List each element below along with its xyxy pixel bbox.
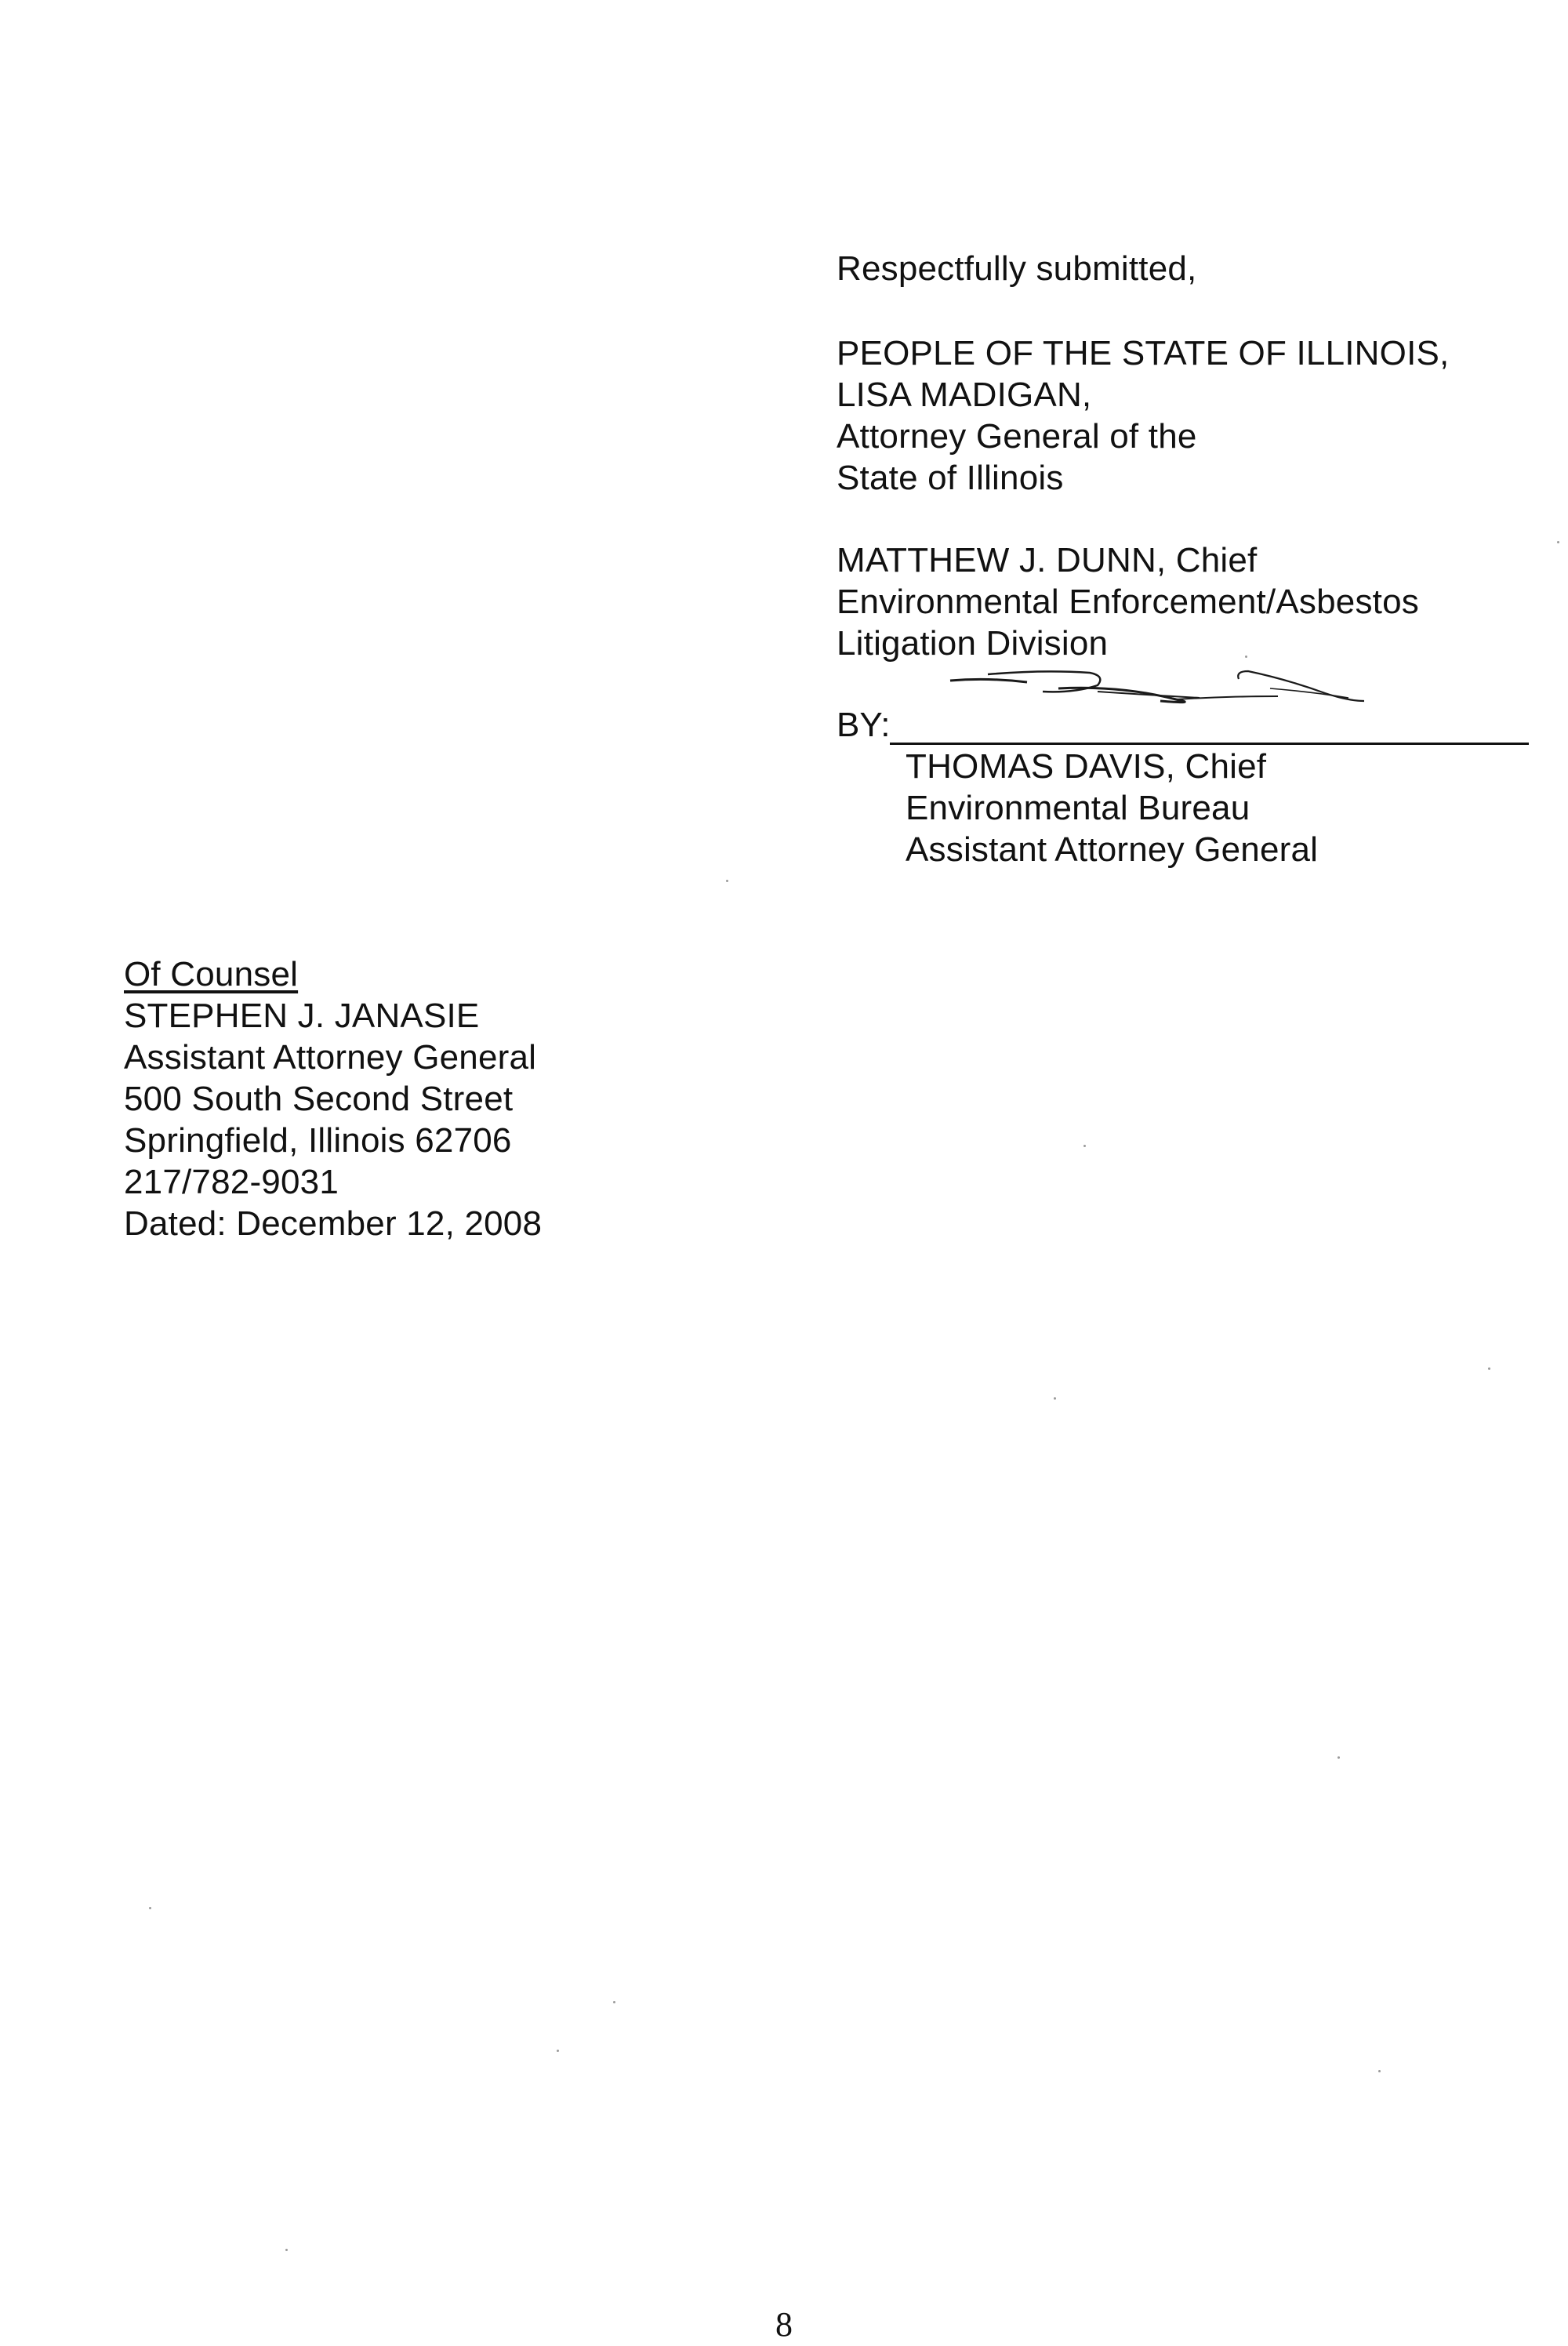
chief-line: Litigation Division [837, 624, 1109, 663]
signer-line: THOMAS DAVIS, Chief [906, 747, 1267, 786]
respectfully-submitted: Respectfully submitted, [837, 249, 1197, 288]
scan-speck [613, 2001, 615, 2003]
party-line: LISA MADIGAN, [837, 376, 1092, 414]
signature-line [837, 704, 1482, 751]
scan-speck [149, 1907, 151, 1909]
scan-speck [1378, 2070, 1381, 2072]
dated-line: Dated: December 12, 2008 [124, 1204, 543, 1243]
counsel-line: 217/782-9031 [124, 1163, 339, 1201]
party-line: Attorney General of the [837, 417, 1197, 456]
page-number: 8 [775, 2305, 793, 2344]
party-line: PEOPLE OF THE STATE OF ILLINOIS, [837, 334, 1450, 372]
chief-line: MATTHEW J. DUNN, Chief [837, 541, 1258, 579]
scan-speck [1083, 1145, 1086, 1147]
by-label: BY: [837, 706, 891, 744]
signature-rule [890, 743, 1529, 745]
counsel-line: 500 South Second Street [124, 1080, 514, 1118]
scan-speck [1338, 1756, 1340, 1759]
scan-speck [1557, 541, 1559, 543]
party-line: State of Illinois [837, 459, 1064, 497]
scan-speck [726, 880, 728, 882]
scan-speck [1245, 656, 1247, 658]
counsel-line: STEPHEN J. JANASIE [124, 997, 480, 1035]
counsel-line: Springfield, Illinois 62706 [124, 1121, 512, 1160]
scan-speck [285, 2249, 288, 2251]
signer-line: Environmental Bureau [906, 789, 1250, 827]
of-counsel-heading: Of Counsel [124, 955, 299, 993]
chief-line: Environmental Enforcement/Asbestos [837, 583, 1419, 621]
signer-line: Assistant Attorney General [906, 830, 1319, 869]
scan-speck [1488, 1367, 1490, 1370]
scan-speck [1054, 1397, 1056, 1400]
scan-speck [557, 2050, 559, 2052]
counsel-line: Assistant Attorney General [124, 1038, 537, 1077]
